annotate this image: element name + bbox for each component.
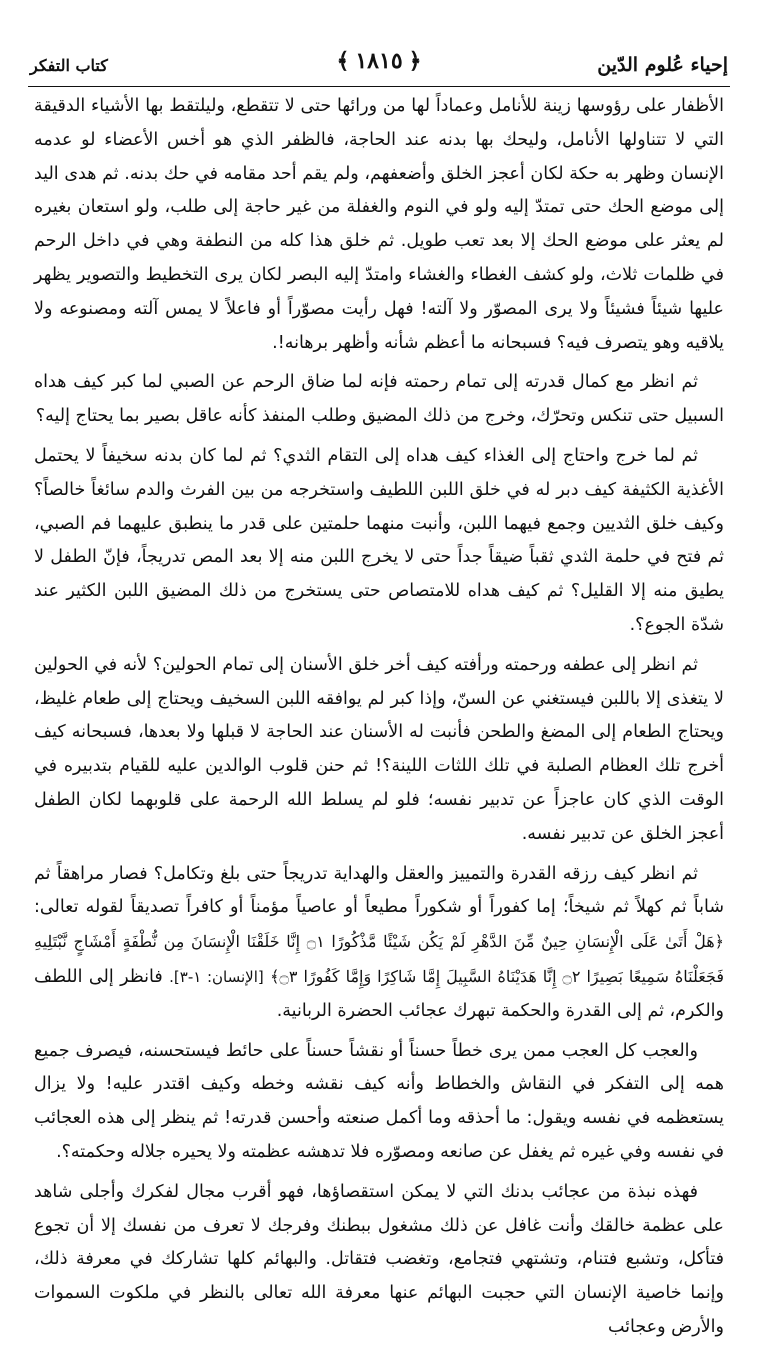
header-divider [28,86,730,87]
paragraph: الأظفار على رؤوسها زينة للأنامل وعماداً لها من ورائها حتى لا تتقطع، وليلتقط بها الأشياء الدقيقة التي لا تتناولها الأنامل، وليحك بها بدنه عند الحاجة، فالظفر الذي هو أخس الأعضاء لو عدمه الإنسان وظهر به حكة لكان أعجز الخلق وأضعفهم، ولم يقم أحد مقامه في حك بدنه. ثم هدى اليد إلى موضع الحك حتى تمتدّ إليه ولو في النوم والغفلة من غير حاجة إلى طلب، ولو استعان بغيره لم يعثر على موضع الحك إلا بعد تعب طويل. ثم خلق هذا كله من النطفة وهي في داخل الرحم في ظلمات ثلاث، ولو كشف الغطاء والغشاء وامتدّ إليه البصر لكان يرى التخطيط والتصوير يظهر عليها شيئاً فشيئاً ولا يرى المصوّر ولا آلته! فهل رأيت مصوّراً أو فاعلاً لا يمس آلته ومصنوعه ولا يلاقيه وهو يتصرف فيه؟ فسبحانه ما أعظم شأنه وأظهر برهانه!. [34,96,724,353]
paragraph: ثم انظر إلى عطفه ورحمته ورأفته كيف أخر خلق الأسنان إلى تمام الحولين؟ لأنه في الحولين لا يتغذى إلا باللبن فيستغني عن السنّ، وإذا كبر لم يوافقه اللبن السخيف ويحتاج إلى طعام غليظ، ويحتاج الطعام إلى المضغ والطحن فأنبت له الأسنان عند الحاجة لا قبلها ولا بعدها، فسبحانه كيف أخرج تلك العظام الصلبة في تلك اللثات اللينة؟! ثم حنن قلوب الوالدين عليه للقيام بتدبيره في الوقت الذي كان عاجزاً عن تدبير نفسه؛ فلو لم يسلط الله الرحمة على قلوبهما لكان الطفل أعجز الخلق عن تدبير نفسه. [34,654,724,844]
body-text [34,90,724,1345]
ornament-right-icon: ﴿ [408,48,422,74]
page-number: ١٨١٥ [355,48,403,74]
paragraph-text-after: فانظر إلى اللطف والكرم، ثم إلى القدرة والحكمة تبهرك عجائب الحضرة الربانية. [34,966,724,1021]
book-title: إحياء عُلوم الدّين [597,54,728,76]
ornament-left-icon: ﴾ [336,48,350,74]
paragraph-with-verse [34,858,724,1029]
paragraph-text-before: ثم انظر كيف رزقه القدرة والتمييز والعقل والهداية تدريجاً حتى بلغ وتكامل؟ فصار مراهقاً ثم شاباً ثم كهلاً ثم شيخاً؛ إما كفوراً أو شكوراً مطيعاً أو عاصياً مؤمناً أو كافراً تصديقاً لقوله تعالى: [34,863,724,918]
quran-verse: ﴿هَلْ أَتَىٰ عَلَى الْإِنسَانِ حِينٌ مِّنَ الدَّهْرِ لَمْ يَكُن شَيْئًا مَّذْكُورًا ۝١ إِنَّا خَلَقْنَا الْإِنسَانَ مِن نُّطْفَةٍ أَمْشَاجٍ نَّبْتَلِيهِ فَجَعَلْنَاهُ سَمِيعًا بَصِيرًا ۝٢ إِنَّا هَدَيْنَاهُ السَّبِيلَ إِمَّا شَاكِرًا وَإِمَّا كَفُورًا ۝٣﴾ [34,932,725,986]
page-header [30,44,728,88]
paragraph: فهذه نبذة من عجائب بدنك التي لا يمكن استقصاؤها، فهو أقرب مجال لفكرك وأجلى شاهد على عظمة خالقك وأنت غافل عن ذلك مشغول ببطنك وفرجك لا تعرف من نفسك إلا أن تجوع فتأكل، وتشبع فتنام، وتشتهي فتجامع، وتغضب فتقاتل. والبهائم كلها تشاركك في معرفة ذلك، وإنما خاصية الإنسان التي حجبت البهائم عنها معرفة الله تعالى بالنظر في ملكوت السموات والأرض وعجائب [34,1181,724,1337]
paragraph: والعجب كل العجب ممن يرى خطاً حسناً أو نقشاً حسناً على حائط فيستحسنه، فيصرف جميع همه إلى التفكر في النقاش والخطاط وأنه كيف نقشه وخطه وكيف اقتدر عليه! ولا يزال يستعظمه في نفسه ويقول: ما أحذقه وما أكمل صنعته وأحسن قدرته! ثم ينظر إلى هذه العجائب في نفسه وفي غيره ثم يغفل عن صانعه ومصوّره فلا تدهشه عظمته ولا يحيره جلاله وحكمته؟. [34,1040,724,1162]
page-number-block [336,48,421,74]
paragraph: ثم انظر مع كمال قدرته إلى تمام رحمته فإنه لما ضاق الرحم عن الصبي لما كبر كيف هداه السبيل حتى تنكس وتحرّك، وخرج من ذلك المضيق وطلب المنفذ كأنه عاقل بصير بما يحتاج إليه؟ [34,372,724,427]
verse-citation: [الإنسان: ١-٣]. [169,967,264,986]
paragraph: ثم لما خرج واحتاج إلى الغذاء كيف هداه إلى التقام الثدي؟ ثم لما كان بدنه سخيفاً لا يحتمل الأغذية الكثيفة كيف دبر له في خلق اللبن اللطيف واستخرجه من بين الفرث والدم سائغاً خالصاً؟ وكيف خلق الثديين وجمع فيهما اللبن، وأنبت منهما حلمتين على قدر ما ينطبق عليهما فم الصبي، ثم فتح في حلمة الثدي ثقباً ضيقاً جداً حتى لا يخرج اللبن منه إلا بعد المص تدريجاً، فإنّ الطفل لا يطيق منه إلا القليل؟ ثم كيف هداه للامتصاص حتى يستخرج من ذلك المضيق اللبن الكثير عند شدّة الجوع؟. [34,445,724,635]
chapter-title: كتاب التفكر [30,56,108,75]
